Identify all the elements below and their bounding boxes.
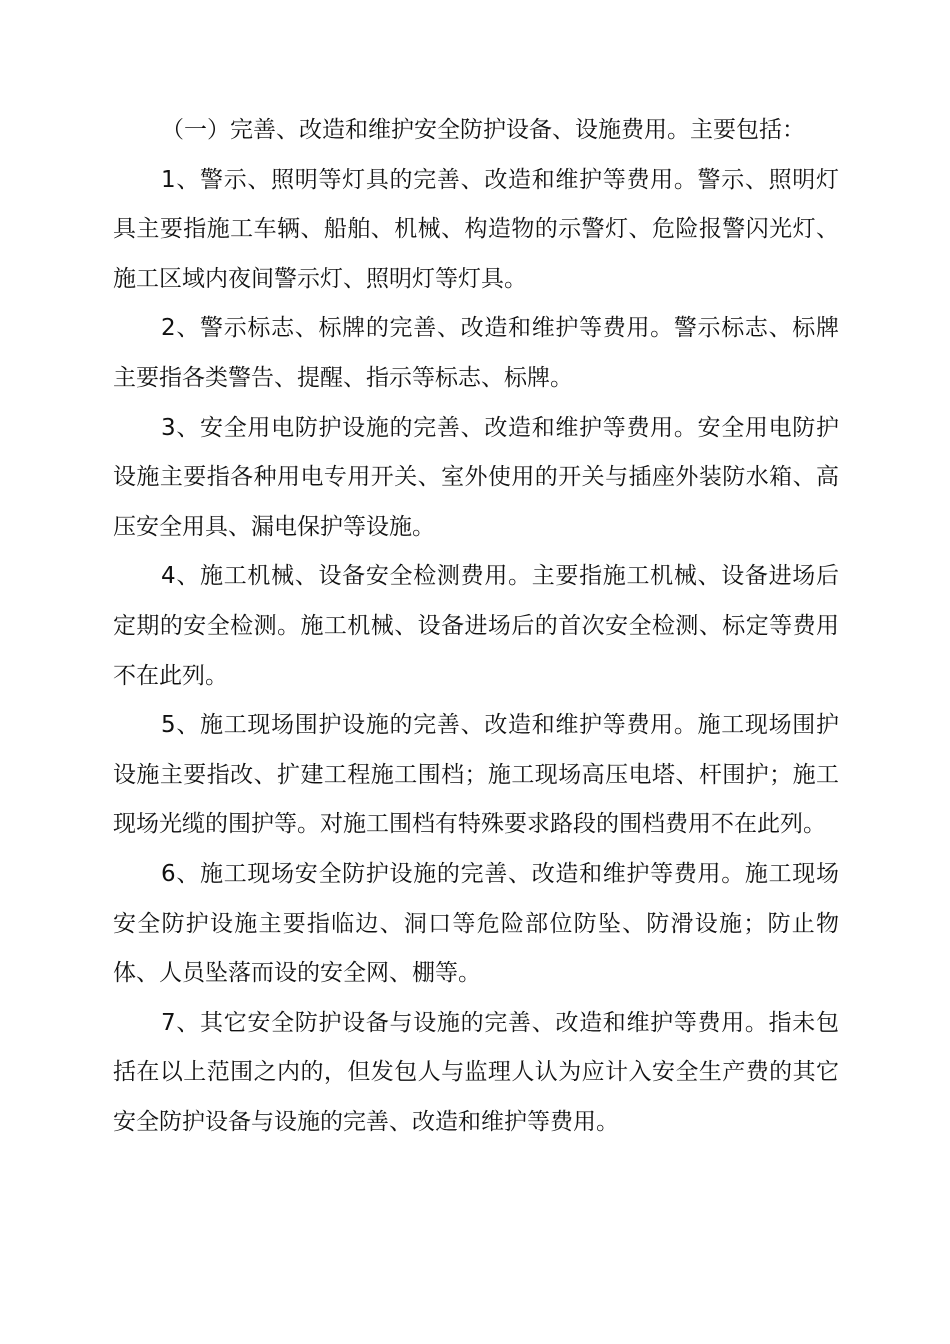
paragraph-1: 1、警示、照明等灯具的完善、改造和维护等费用。警示、照明灯具主要指施工车辆、船舶、机械、构造物的示警灯、危险报警闪光灯、施工区域内夜间警示灯、照明灯等灯具。: [113, 166, 839, 292]
paragraph-7: 7、其它安全防护设备与设施的完善、改造和维护等费用。指未包括在以上范围之内的，但发包人与监理人认为应计入安全生产费的其它安全防护设备与设施的完善、改造和维护等费用。: [113, 1009, 839, 1135]
document-body: [113, 106, 839, 1147]
section-heading: （一）完善、改造和维护安全防护设备、设施费用。主要包括：: [161, 117, 805, 143]
paragraph-6: 6、施工现场安全防护设施的完善、改造和维护等费用。施工现场安全防护设施主要指临边、洞口等危险部位防坠、防滑设施；防止物体、人员坠落而设的安全网、棚等。: [113, 860, 839, 987]
paragraph-2: 2、警示标志、标牌的完善、改造和维护等费用。警示标志、标牌主要指各类警告、提醒、指示等标志、标牌。: [113, 315, 839, 391]
paragraph-5: 5、施工现场围护设施的完善、改造和维护等费用。施工现场围护设施主要指改、扩建工程施工围档；施工现场高压电塔、杆围护；施工现场光缆的围护等。对施工围档有特殊要求路段的围档费用不在此列。: [113, 712, 839, 838]
paragraph-3: 3、安全用电防护设施的完善、改造和维护等费用。安全用电防护设施主要指各种用电专用开关、室外使用的开关与插座外装防水箱、高压安全用具、漏电保护等设施。: [113, 414, 839, 540]
paragraph-4: 4、施工机械、设备安全检测费用。主要指施工机械、设备进场后定期的安全检测。施工机械、设备进场后的首次安全检测、标定等费用不在此列。: [113, 563, 839, 689]
